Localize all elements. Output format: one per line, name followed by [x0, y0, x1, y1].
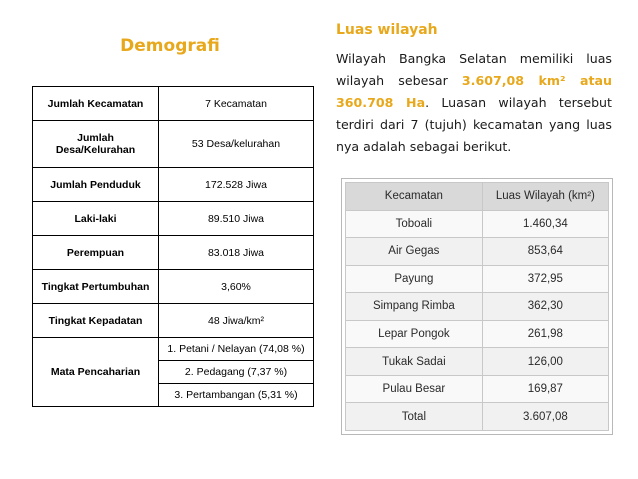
luas-wilayah-title: Luas wilayah [336, 22, 438, 38]
table-row [346, 265, 609, 293]
demografi-table [32, 86, 314, 407]
area-highlight: 3.607,08 km² atau 360.708 Ha [336, 73, 612, 110]
table-row [33, 121, 314, 168]
kecamatan-area: 362,30 [482, 293, 608, 321]
kecamatan-area: 372,95 [482, 265, 608, 293]
kecamatan-name: Pulau Besar [346, 375, 483, 403]
kecamatan-name: Air Gegas [346, 238, 483, 266]
table-row [346, 238, 609, 266]
row-label: Mata Pencaharian [33, 338, 159, 407]
row-label: Laki-laki [33, 202, 159, 236]
table-row [33, 270, 314, 304]
paragraph-text: Wilayah Bangka Selatan memiliki luas wilayah sebesar [336, 51, 612, 88]
demografi-title: Demografi [120, 36, 220, 56]
row-label-line: Jumlah [77, 132, 114, 144]
row-label-line: Desa/Kelurahan [55, 144, 136, 156]
row-label: Tingkat Kepadatan [33, 304, 159, 338]
table-row [346, 320, 609, 348]
kecamatan-name: Simpang Rimba [346, 293, 483, 321]
table-row [33, 87, 314, 121]
kecamatan-name: Payung [346, 265, 483, 293]
area-table [345, 182, 609, 431]
row-value: 172.528 Jiwa [159, 168, 314, 202]
table-row [33, 338, 314, 361]
table-row [346, 210, 609, 238]
row-value: 1. Petani / Nelayan (74,08 %) [159, 338, 314, 361]
row-value: 53 Desa/kelurahan [159, 121, 314, 168]
table-row [33, 304, 314, 338]
area-table-image [341, 178, 613, 435]
row-value: 7 Kecamatan [159, 87, 314, 121]
table-row [33, 236, 314, 270]
kecamatan-name: Toboali [346, 210, 483, 238]
row-value: 2. Pedagang (7,37 %) [159, 361, 314, 384]
kecamatan-area: 853,64 [482, 238, 608, 266]
table-row [33, 202, 314, 236]
row-label: Tingkat Pertumbuhan [33, 270, 159, 304]
kecamatan-area: 261,98 [482, 320, 608, 348]
luas-wilayah-paragraph [336, 48, 612, 158]
kecamatan-area: 1.460,34 [482, 210, 608, 238]
table-row [346, 293, 609, 321]
column-header: Kecamatan [346, 183, 483, 211]
row-value: 48 Jiwa/km² [159, 304, 314, 338]
table-row [33, 168, 314, 202]
table-row [346, 375, 609, 403]
row-label: Jumlah Kecamatan [33, 87, 159, 121]
table-header-row [346, 183, 609, 211]
row-value: 83.018 Jiwa [159, 236, 314, 270]
column-header: Luas Wilayah (km²) [482, 183, 608, 211]
table-row-total [346, 403, 609, 431]
row-label: Perempuan [33, 236, 159, 270]
table-row [346, 348, 609, 376]
kecamatan-area: 169,87 [482, 375, 608, 403]
total-area: 3.607,08 [482, 403, 608, 431]
row-value: 3,60% [159, 270, 314, 304]
total-label: Total [346, 403, 483, 431]
row-value: 89.510 Jiwa [159, 202, 314, 236]
kecamatan-name: Lepar Pongok [346, 320, 483, 348]
row-label [33, 121, 159, 168]
kecamatan-area: 126,00 [482, 348, 608, 376]
paragraph-text: . Luasan wilayah tersebut terdiri dari 7 (tujuh) kecamatan yang luas nya adalah sebagai berikut. [336, 95, 612, 154]
row-label: Jumlah Penduduk [33, 168, 159, 202]
kecamatan-name: Tukak Sadai [346, 348, 483, 376]
row-value: 3. Pertambangan (5,31 %) [159, 384, 314, 407]
